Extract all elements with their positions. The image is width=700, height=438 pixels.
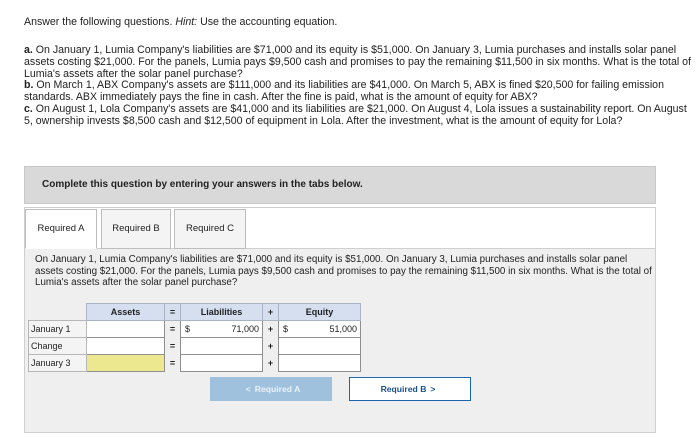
equals-sign: = [165, 355, 181, 372]
intro-text: Answer the following questions. [24, 16, 176, 28]
header-blank [29, 304, 87, 321]
table-row [29, 338, 361, 355]
assets-input-january-1[interactable] [87, 321, 165, 338]
liabilities-value-january-1[interactable]: 71,000 [199, 321, 263, 338]
question-text: On March 1, ABX Company's assets are $111,000 and its liabilities are $41,000. On March 5, ABX is fined $20,500 for failing emission standards. ABX immediately pays the fine in cash. After the fine is paid, what is the amount of equity for ABX? [24, 79, 664, 104]
header-equity: Equity [279, 304, 361, 321]
plus-sign: + [263, 338, 279, 355]
table-header-row [29, 304, 361, 321]
question-text: On August 1, Lola Company's assets are $41,000 and its liabilities are $21,000. On August 4, Lola issues a sustainability report. On August 5, ownership invests $8,500 cash and $12,500 of equipment in Lola. After the investment, what is the amount of equity for Lola? [24, 102, 687, 127]
header-assets: Assets [87, 304, 165, 321]
instructions-intro [24, 16, 337, 29]
next-required-button[interactable] [349, 377, 471, 401]
row-label-january-3: January 3 [29, 355, 87, 372]
hint-text: Use the accounting equation. [197, 16, 338, 28]
liabilities-input-change[interactable] [181, 338, 263, 355]
plus-sign: + [263, 321, 279, 338]
instruction-text: Complete this question by entering your answers in the tabs below. [42, 179, 363, 190]
liabilities-currency: $ [181, 321, 199, 338]
question-a [24, 45, 692, 80]
chevron-right-icon: > [430, 384, 436, 394]
equity-value-january-1[interactable]: 51,000 [297, 321, 361, 338]
previous-button-label: Required A [254, 384, 301, 394]
equals-sign: = [165, 321, 181, 338]
question-prompt: On January 1, Lumia Company's liabilities are $71,000 and its equity is $51,000. On January 3, Lumia purchases and installs solar panel assets costing $21,000. For the panels, Lumia pays $9,500 cash and promises to pay the remaining $11,500 in six months. What is the total of Lumia's assets after the solar panel purchase? [35, 254, 652, 289]
equity-input-january-3[interactable] [279, 355, 361, 372]
header-equals: = [165, 304, 181, 321]
tab-required-a[interactable]: Required A [25, 209, 97, 249]
tab-required-b[interactable]: Required B [101, 209, 171, 249]
table-row [29, 355, 361, 372]
header-liabilities: Liabilities [181, 304, 263, 321]
question-c [24, 104, 692, 128]
instruction-banner [24, 166, 656, 204]
question-letter: c. [24, 102, 33, 115]
liabilities-input-january-3[interactable] [181, 355, 263, 372]
question-letter: a. [24, 44, 33, 56]
equals-sign: = [165, 338, 181, 355]
equity-currency: $ [279, 321, 297, 338]
row-label-january-1: January 1 [29, 321, 87, 338]
question-b [24, 80, 692, 104]
next-button-label: Required B [380, 384, 427, 394]
chevron-left-icon: < [245, 384, 251, 394]
row-label-change: Change [29, 338, 87, 355]
plus-sign: + [263, 355, 279, 372]
table-row [29, 321, 361, 338]
accounting-equation-table [28, 303, 361, 372]
equity-input-change[interactable] [279, 338, 361, 355]
question-letter: b. [24, 79, 34, 92]
hint-label: Hint: [175, 16, 198, 28]
previous-required-button[interactable] [210, 377, 332, 401]
question-list [24, 45, 692, 128]
assets-input-change[interactable] [87, 338, 165, 355]
header-plus: + [263, 304, 279, 321]
tab-required-c[interactable]: Required C [174, 209, 246, 249]
question-text: On January 1, Lumia Company's liabilities are $71,000 and its equity is $51,000. On January 3, Lumia purchases and installs solar panel assets costing $21,000. For the panels, Lumia pays $9,500 cash and promises to pay the remaining $11,500 in six months. What is the total of Lumia's assets after the solar panel purchase? [24, 44, 692, 80]
assets-input-january-3[interactable] [87, 355, 165, 372]
